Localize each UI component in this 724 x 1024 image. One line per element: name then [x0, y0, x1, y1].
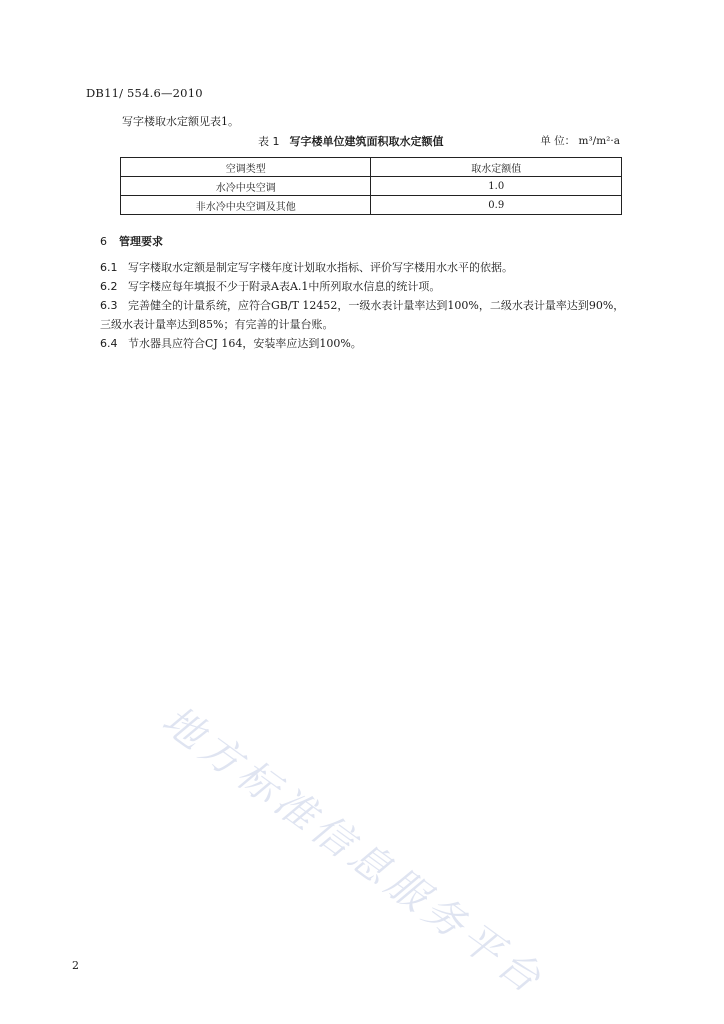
table-cell: 水冷中央空调 — [121, 177, 371, 196]
clause-number: 6.3 — [100, 299, 118, 312]
page-number: 2 — [72, 959, 79, 972]
table-row — [121, 177, 622, 196]
clause-text: 写字楼应每年填报不少于附录A表A.1中所列取水信息的统计项。 — [128, 280, 441, 293]
table-header-cell: 取水定额值 — [371, 158, 622, 177]
clause-text: 写字楼取水定额是制定写字楼年度计划取水指标、评价写字楼用水水平的依据。 — [128, 261, 513, 274]
clause-number: 6.1 — [100, 261, 118, 274]
section-heading — [100, 233, 163, 249]
table-cell: 0.9 — [371, 196, 622, 215]
standard-code: DB11/ 554.6—2010 — [86, 86, 203, 100]
clause-number: 6.4 — [100, 337, 118, 350]
table-row — [121, 196, 622, 215]
intro-text: 写字楼取水定额见表1。 — [122, 115, 239, 128]
watermark: 地方标准信息服务平台 — [153, 697, 553, 1005]
table-unit: 单 位： m³/m²·a — [540, 135, 620, 147]
clause-text: 节水器具应符合CJ 164，安装率应达到100%。 — [128, 337, 362, 350]
table-header-cell: 空调类型 — [121, 158, 371, 177]
table-caption-row — [120, 133, 624, 149]
clause-number: 6.2 — [100, 280, 118, 293]
table-caption — [258, 133, 444, 149]
table-cell: 1.0 — [371, 177, 622, 196]
clause-6-1 — [100, 258, 630, 277]
section-title: 管理要求 — [119, 235, 163, 248]
quota-table — [120, 157, 622, 215]
table-caption-title: 写字楼单位建筑面积取水定额值 — [289, 135, 444, 148]
clause-6-2 — [100, 277, 630, 296]
clause-6-3 — [100, 296, 628, 334]
table-caption-number: 表 1 — [258, 135, 280, 148]
section-number: 6 — [100, 235, 107, 248]
table-cell: 非水冷中央空调及其他 — [121, 196, 371, 215]
clause-6-4 — [100, 334, 630, 353]
table-header-row — [121, 158, 622, 177]
clause-text: 完善健全的计量系统，应符合GB/T 12452，一级水表计量率达到100%，二级水表计量率达到90%，三级水表计量率达到85%；有完善的计量台账。 — [100, 299, 625, 331]
